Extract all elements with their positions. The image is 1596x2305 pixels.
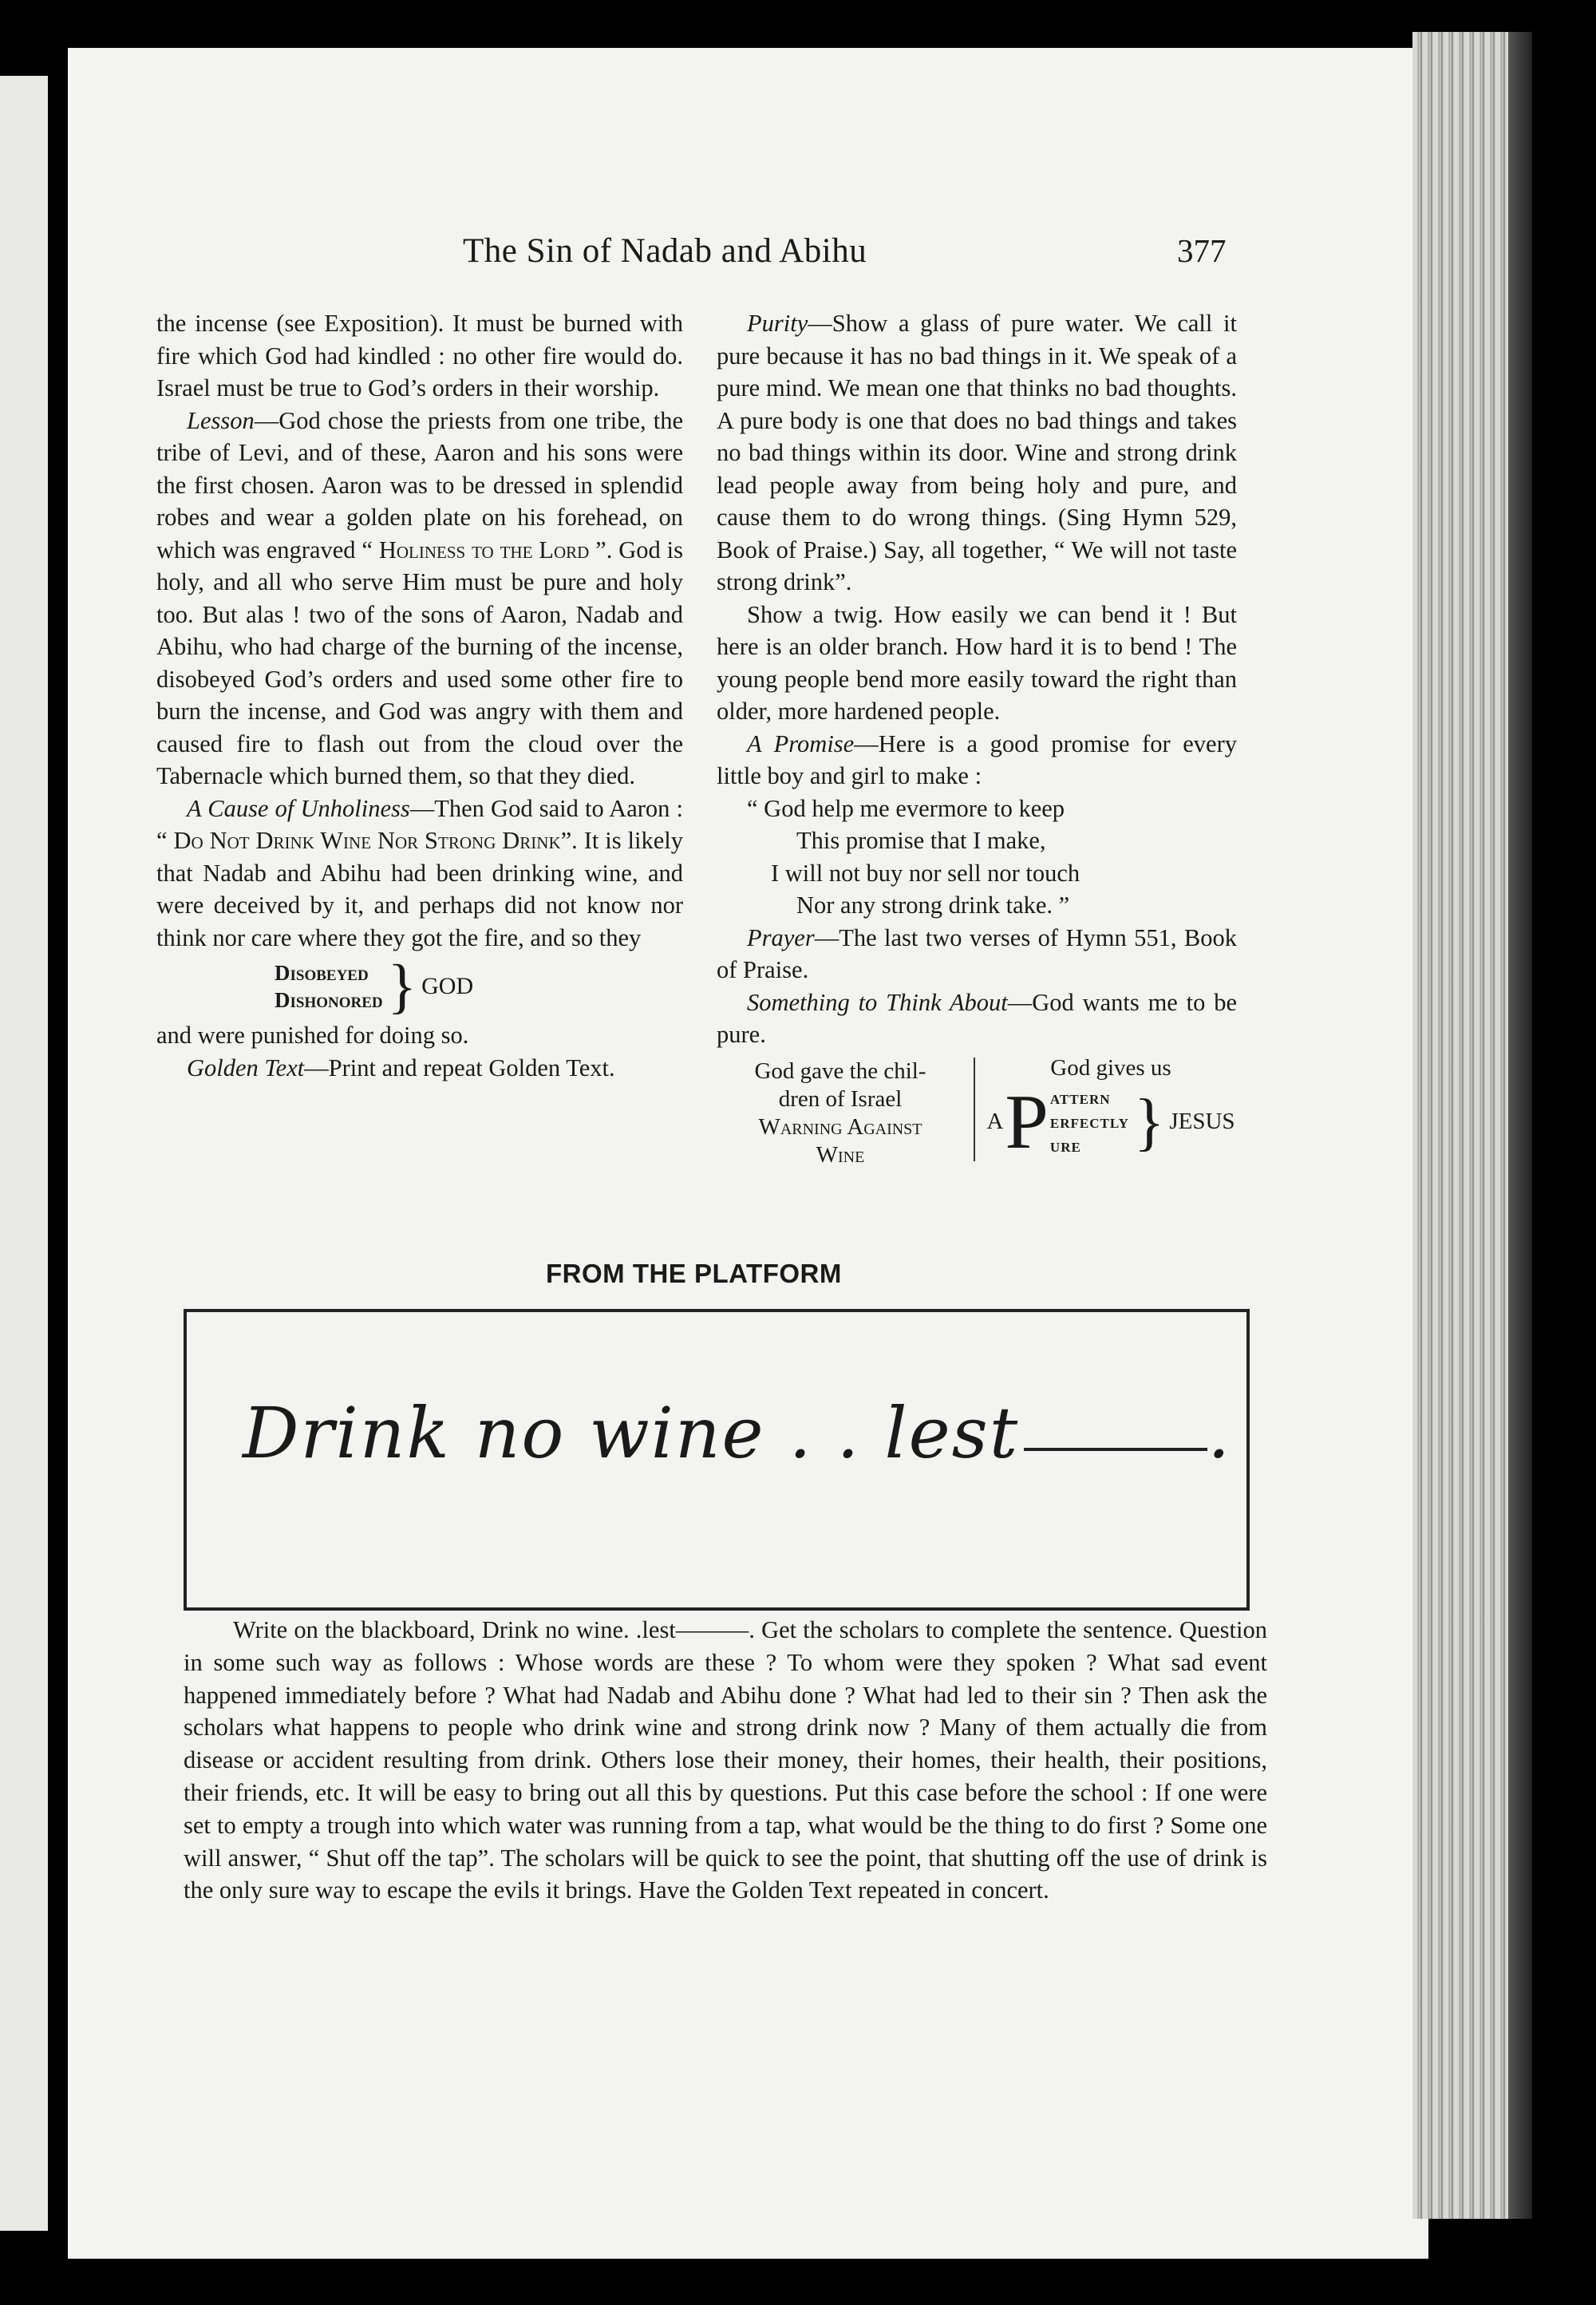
poem-line: This promise that I make, (796, 827, 1046, 854)
blank-line (1024, 1448, 1207, 1451)
section-label: A Promise (747, 729, 855, 757)
page-stack-edges (1412, 32, 1532, 2219)
blackboard-period: . (1207, 1392, 1232, 1474)
paragraph-promise (717, 728, 1237, 793)
paragraph-prayer (717, 922, 1237, 986)
running-head: The Sin of Nadab and Abihu (463, 232, 867, 270)
brace-word: Disobeyed (275, 961, 369, 985)
paragraph-text: —God wants me to be pure. (717, 988, 1237, 1048)
paragraph-text: —Here is a good promise for every little boy and girl to make : (717, 729, 1237, 789)
left-column (156, 307, 683, 1084)
section-label: Purity (747, 310, 808, 337)
poem-line: I will not buy nor sell nor touch (771, 859, 1080, 887)
paragraph-twig: Show a twig. How easily we can bend it ! But here is an older branch. How hard it is to bend ! The young people bend more easily toward the right than older, more hardened people. (717, 600, 1237, 725)
paragraph-text: —Show a glass of pure water. We call it pure because it has no bad things in it. We speak of a pure mind. We mean one that thinks no bad thoughts. A pure body is one that does no bad things and takes no bad things within its door. Wine and strong drink lead people away from being holy and pure, and cause them to do wrong things. (Sing Hymn 529, Book of Praise.) Say, all together, “ We will not taste strong drink”. (717, 310, 1237, 595)
paragraph-text: —The last two verses of Hymn 551, Book of Praise. (717, 923, 1237, 983)
section-label: Golden Text (187, 1054, 305, 1081)
brace-word: Dishonored (275, 988, 383, 1012)
acrostic-word: attern (1049, 1087, 1111, 1109)
paragraph: the incense (see Exposition). It must be burned with fire which God had kindled : no other fire would do. Israel must be true to God’s orders in their worship. (156, 310, 683, 401)
engraving-text: Holiness to the Lord (378, 536, 590, 563)
paragraph-text: ”. It is likely that Nadab and Abihu had been drinking wine, and were deceived by it, and perhaps did not know nor think nor care where they got the fire, and so they (156, 827, 683, 951)
paragraph: and were punished for doing so. (156, 1022, 469, 1049)
acrostic-article: A (986, 1109, 1004, 1134)
summary-divider (974, 1058, 975, 1161)
closing-paragraph (184, 1614, 1267, 1907)
summary-line: God gives us (1050, 1054, 1171, 1081)
acrostic-words (1050, 1086, 1129, 1158)
brace-words (275, 959, 383, 1014)
blackboard-words: Drink no wine . . lest (243, 1392, 1020, 1474)
summary-left (717, 1054, 964, 1169)
paragraph: Write on the blackboard, Drink no wine. .lest———. Get the scholars to complete the sentence. Question in some such way as follows : Whose words are these ? To whom were they spoken ? What sad event happened immediately before ? What had Nadab and Abihu done ? What had led to their sin ? Then ask the scholars what happens to people who drink wine and strong drink now ? Many of them actually die from disease or accident resulting from drink. Others lose their money, their homes, their health, their positions, their friends, etc. It will be easy to bring out all this by questions. Put this case before the school : If one were set to empty a trough into which water was running from a tap, what would be the thing to do first ? Some one will answer, “ Shut off the tap”. The scholars will be quick to see the point, that shutting off the use of drink is the only sure way to escape the evils it brings. Have the Golden Text repeated in concert. (184, 1616, 1267, 1904)
summary-line: dren of Israel (778, 1085, 903, 1112)
section-label: A Cause of Unholiness (187, 794, 410, 822)
right-brace-icon: } (387, 953, 417, 1020)
section-label: Lesson (187, 406, 255, 434)
poem-line: “ God help me evermore to keep (747, 794, 1065, 822)
acrostic (985, 1078, 1237, 1165)
acrostic-target: JESUS (1169, 1109, 1235, 1134)
acrostic-word: erfectly (1049, 1111, 1129, 1133)
poem-line: Nor any strong drink take. ” (796, 892, 1070, 919)
summary-diagram (717, 1054, 1237, 1169)
brace-target: GOD (421, 972, 474, 999)
right-brace-icon: } (1133, 1086, 1165, 1157)
right-column (717, 307, 1237, 1169)
paragraph-text: —Then God said to Aaron : “ (156, 794, 683, 854)
acrostic-initial: P (1005, 1078, 1049, 1165)
paragraph-purity (717, 307, 1237, 599)
section-heading: FROM THE PLATFORM (546, 1259, 842, 1288)
paragraph-cause (156, 793, 683, 955)
blackboard-box (184, 1309, 1250, 1611)
page-number: 377 (1177, 232, 1227, 269)
section-label: Something to Think About (747, 988, 1008, 1016)
brace-diagram (275, 954, 683, 1019)
summary-right (985, 1054, 1237, 1169)
blackboard-text (243, 1392, 1231, 1474)
promise-poem (717, 793, 1237, 922)
paragraph-text: —Print and repeat Golden Text. (304, 1054, 615, 1081)
summary-line: Wine (816, 1141, 865, 1168)
section-label: Prayer (747, 923, 815, 951)
paragraph-text: —God chose the priests from one tribe, the tribe of Levi, and of these, Aaron and his sons were the first chosen. Aaron was to be dressed in splendid robes and wear a golden plate on his forehead, on which was engraved “ (156, 406, 683, 563)
paragraph-think (717, 986, 1237, 1051)
command-text: Do Not Drink Wine Nor Strong Drink (173, 827, 561, 854)
summary-line: Warning Against (758, 1113, 922, 1140)
paragraph-golden-text (156, 1052, 683, 1085)
paragraph-lesson (156, 405, 683, 793)
facing-page-edge (0, 76, 48, 2231)
acrostic-word: ure (1049, 1135, 1081, 1156)
paragraph-text: ”. God is holy, and all who serve Him must be pure and holy too. But alas ! two of the sons of Aaron, Nadab and Abihu, who had charge of the burning of the incense, disobeyed God’s orders and used some other fire to burn the incense, and God was angry with them and caused fire to flash out from the cloud over the Tabernacle which burned them, so that they died. (156, 536, 683, 789)
summary-line: God gave the chil- (754, 1058, 926, 1084)
